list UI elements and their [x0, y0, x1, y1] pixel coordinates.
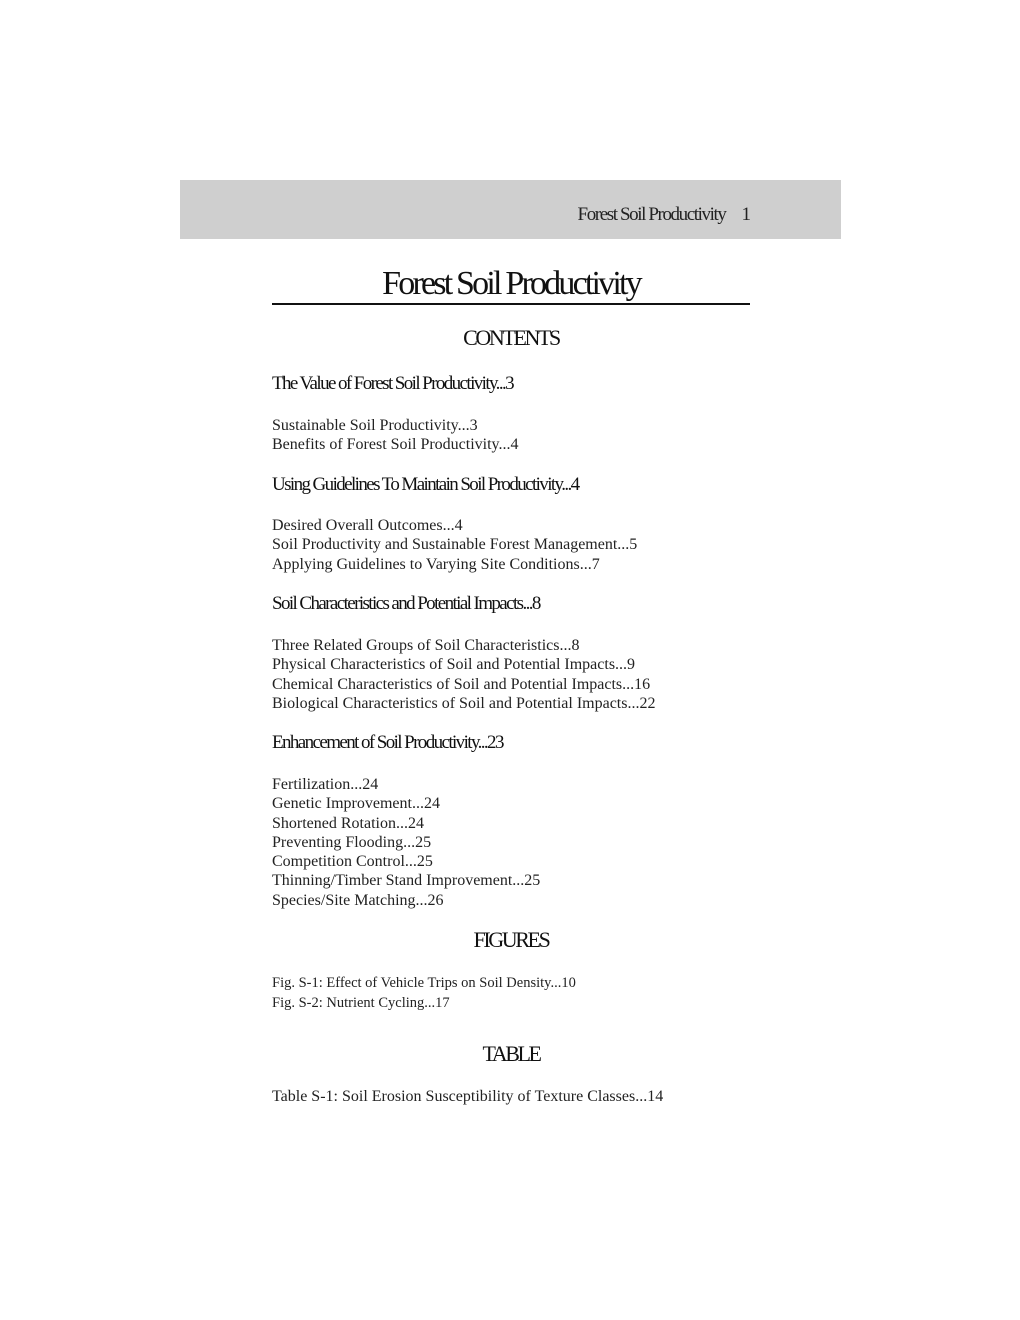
running-header [180, 180, 841, 239]
toc-entry: Three Related Groups of Soil Characteristics...8 [272, 637, 580, 654]
section-entries [272, 516, 637, 574]
toc-entry: Biological Characteristics of Soil and Potential Impacts...22 [272, 694, 656, 712]
toc-entry: Thinning/Timber Stand Improvement...25 [272, 872, 541, 890]
toc-entry: Chemical Characteristics of Soil and Potential Impacts...16 [272, 675, 651, 693]
section-heading: Enhancement of Soil Productivity...23 [272, 732, 503, 753]
title-rule [272, 303, 750, 305]
page-number: 1 [741, 204, 751, 225]
section-heading: The Value of Forest Soil Productivity...3 [272, 373, 514, 394]
toc-entry: Species/Site Matching...26 [272, 891, 444, 909]
toc-entry: Preventing Flooding...25 [272, 833, 432, 851]
section-heading: Soil Characteristics and Potential Impacts...8 [272, 593, 540, 614]
toc-entry: Soil Productivity and Sustainable Forest Management...5 [272, 536, 638, 554]
section-entries [272, 636, 655, 713]
contents-heading: CONTENTS [463, 325, 559, 350]
figure-entry: Fig. S-1: Effect of Vehicle Trips on Soil Density...10 [272, 975, 576, 991]
table-entry: Table S-1: Soil Erosion Susceptibility of Texture Classes...14 [272, 1088, 664, 1105]
toc-entry: Fertilization...24 [272, 776, 379, 793]
toc-entry: Sustainable Soil Productivity...3 [272, 417, 478, 434]
tables-list [272, 1087, 663, 1106]
toc-entry: Shortened Rotation...24 [272, 814, 424, 832]
section-heading: Using Guidelines To Maintain Soil Productivity...4 [272, 474, 579, 495]
section-entries [272, 775, 540, 910]
toc-entry: Physical Characteristics of Soil and Potential Impacts...9 [272, 656, 636, 674]
table-heading: TABLE [482, 1041, 540, 1066]
toc-entry: Applying Guidelines to Varying Site Conditions...7 [272, 555, 600, 573]
figure-entry: Fig. S-2: Nutrient Cycling...17 [272, 994, 450, 1011]
toc-entry: Competition Control...25 [272, 853, 433, 871]
section-entries [272, 416, 519, 455]
toc-entry: Genetic Improvement...24 [272, 795, 440, 813]
toc-entry: Desired Overall Outcomes...4 [272, 517, 463, 534]
page-title: Forest Soil Productivity [382, 265, 640, 302]
toc-entry: Benefits of Forest Soil Productivity...4 [272, 436, 519, 454]
running-head [578, 204, 751, 226]
figures-heading: FIGURES [473, 927, 549, 952]
figures-list [272, 974, 576, 1013]
running-title: Forest Soil Productivity [577, 204, 726, 225]
